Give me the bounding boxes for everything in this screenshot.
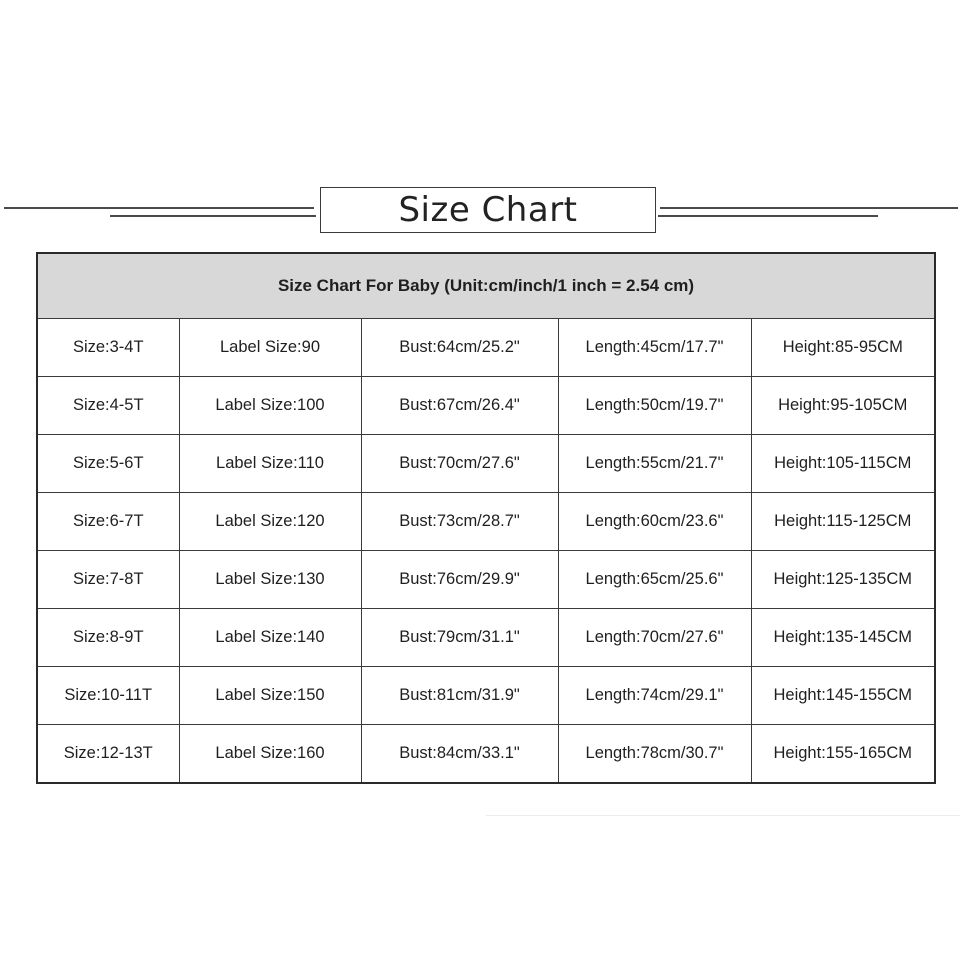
bust-cell: Bust:79cm/31.1"	[361, 609, 558, 667]
size-cell: Size:5-6T	[37, 435, 179, 493]
table-row	[37, 551, 935, 609]
length-cell: Length:70cm/27.6"	[558, 609, 751, 667]
title-rule-right-upper	[660, 207, 958, 209]
label-size-cell: Label Size:90	[179, 319, 361, 377]
height-cell: Height:145-155CM	[751, 667, 935, 725]
bust-cell: Bust:84cm/33.1"	[361, 725, 558, 784]
title-rule-right-lower	[658, 215, 878, 217]
size-cell: Size:7-8T	[37, 551, 179, 609]
bust-cell: Bust:73cm/28.7"	[361, 493, 558, 551]
height-cell: Height:155-165CM	[751, 725, 935, 784]
bust-cell: Bust:64cm/25.2"	[361, 319, 558, 377]
page-title: Size Chart	[398, 190, 578, 230]
title-rule-left-upper	[4, 207, 314, 209]
length-cell: Length:74cm/29.1"	[558, 667, 751, 725]
label-size-cell: Label Size:160	[179, 725, 361, 784]
table-body	[37, 253, 935, 783]
table-row	[37, 667, 935, 725]
table-row	[37, 609, 935, 667]
title-box	[320, 187, 656, 233]
table-row	[37, 319, 935, 377]
size-chart-table	[36, 252, 936, 784]
bust-cell: Bust:76cm/29.9"	[361, 551, 558, 609]
length-cell: Length:60cm/23.6"	[558, 493, 751, 551]
label-size-cell: Label Size:130	[179, 551, 361, 609]
label-size-cell: Label Size:100	[179, 377, 361, 435]
title-rule-left-lower	[110, 215, 316, 217]
height-cell: Height:125-135CM	[751, 551, 935, 609]
label-size-cell: Label Size:150	[179, 667, 361, 725]
length-cell: Length:78cm/30.7"	[558, 725, 751, 784]
height-cell: Height:105-115CM	[751, 435, 935, 493]
length-cell: Length:65cm/25.6"	[558, 551, 751, 609]
size-cell: Size:6-7T	[37, 493, 179, 551]
label-size-cell: Label Size:140	[179, 609, 361, 667]
label-size-cell: Label Size:110	[179, 435, 361, 493]
size-cell: Size:4-5T	[37, 377, 179, 435]
height-cell: Height:135-145CM	[751, 609, 935, 667]
bust-cell: Bust:67cm/26.4"	[361, 377, 558, 435]
length-cell: Length:50cm/19.7"	[558, 377, 751, 435]
table-row	[37, 377, 935, 435]
size-cell: Size:8-9T	[37, 609, 179, 667]
table-header: Size Chart For Baby (Unit:cm/inch/1 inch = 2.54 cm)	[37, 253, 935, 319]
table-row	[37, 725, 935, 784]
divider	[486, 815, 960, 816]
height-cell: Height:115-125CM	[751, 493, 935, 551]
table-header-row	[37, 253, 935, 319]
size-cell: Size:10-11T	[37, 667, 179, 725]
size-cell: Size:12-13T	[37, 725, 179, 784]
bust-cell: Bust:70cm/27.6"	[361, 435, 558, 493]
length-cell: Length:45cm/17.7"	[558, 319, 751, 377]
table-row	[37, 493, 935, 551]
size-cell: Size:3-4T	[37, 319, 179, 377]
length-cell: Length:55cm/21.7"	[558, 435, 751, 493]
label-size-cell: Label Size:120	[179, 493, 361, 551]
height-cell: Height:95-105CM	[751, 377, 935, 435]
height-cell: Height:85-95CM	[751, 319, 935, 377]
bust-cell: Bust:81cm/31.9"	[361, 667, 558, 725]
table-row	[37, 435, 935, 493]
